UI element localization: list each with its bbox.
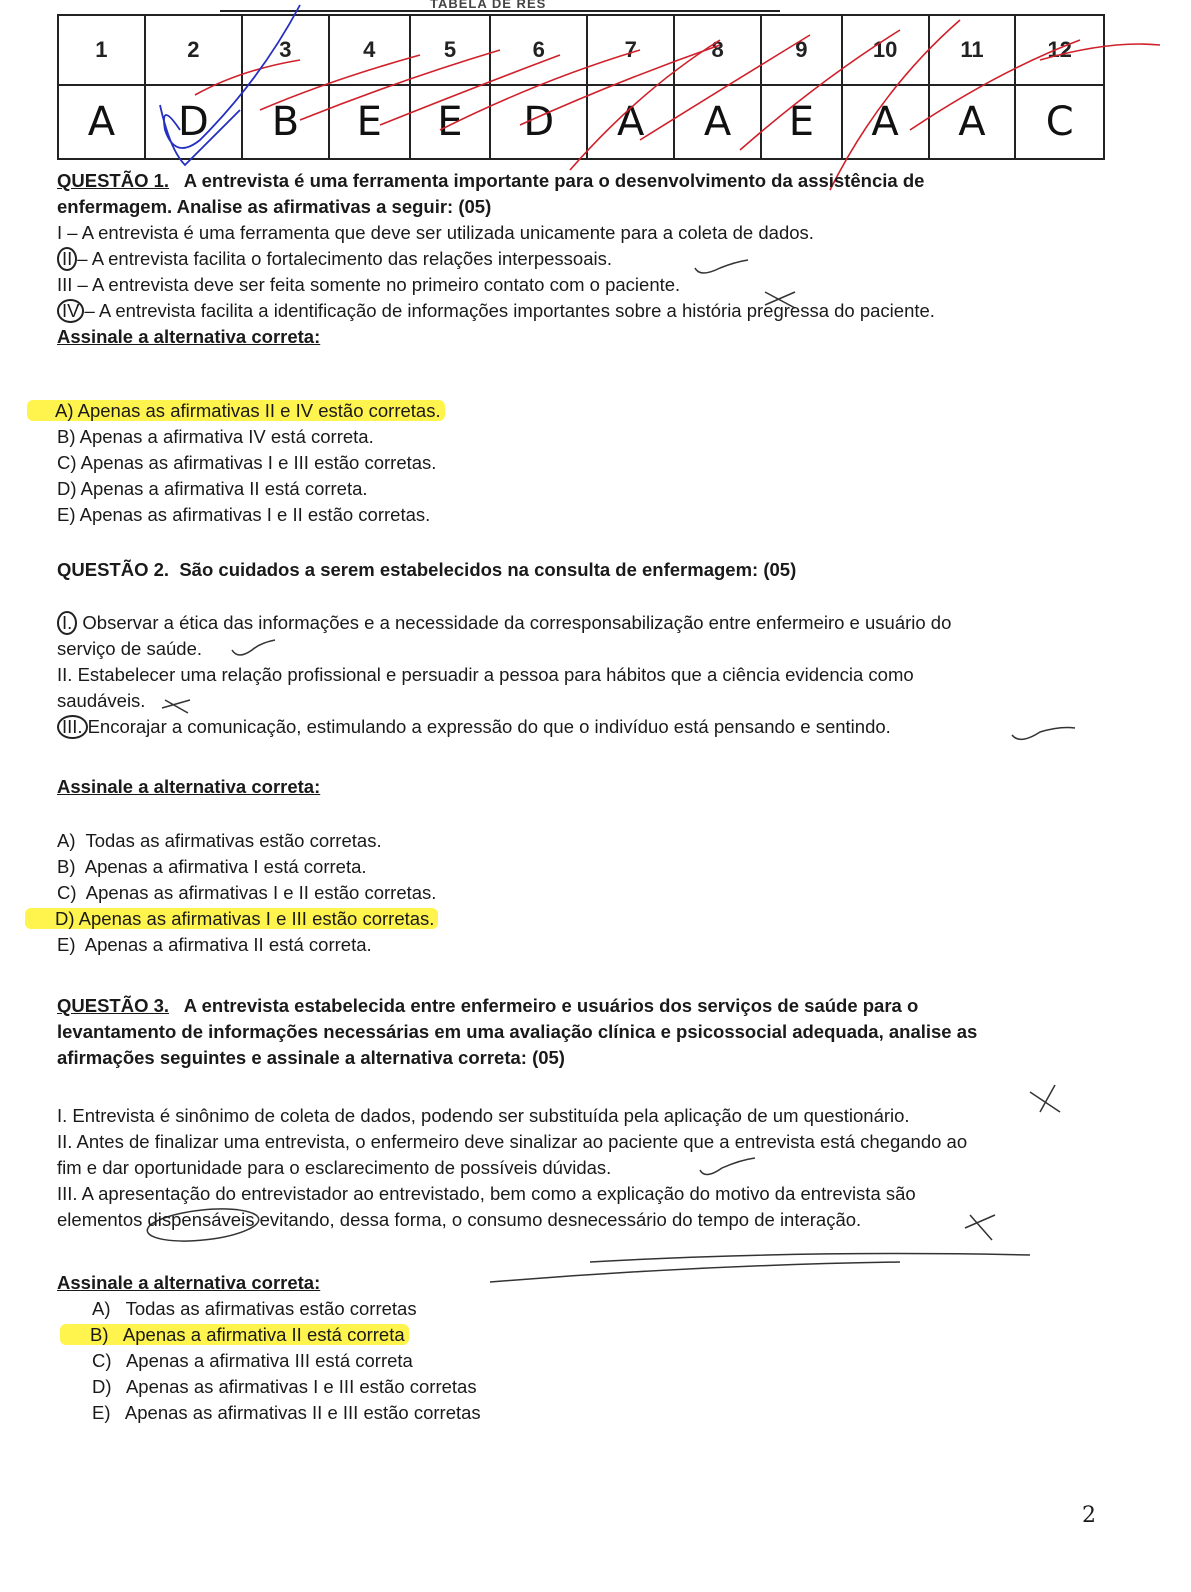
statement-text: Estabelecer uma relação profissional e persuadir a pessoa para hábitos que a ciência evidencia como bbox=[77, 664, 914, 685]
table-cell-number: 8 bbox=[674, 15, 761, 85]
question-1-instruction: Assinale a alternativa correta: bbox=[57, 326, 321, 347]
question-3-options bbox=[92, 1296, 1142, 1426]
table-cell-answer: A bbox=[929, 85, 1016, 159]
statement-text: – A entrevista deve ser feita somente no primeiro contato com o paciente. bbox=[72, 274, 681, 295]
question-2-instruction: Assinale a alternativa correta: bbox=[57, 776, 321, 797]
statement-item bbox=[57, 662, 1107, 688]
statement-text: Observar a ética das informações e a necessidade da corresponsabilização entre enfermeiro e usuário do bbox=[82, 612, 952, 633]
table-cell-number: 5 bbox=[410, 15, 491, 85]
question-2 bbox=[57, 557, 1107, 583]
option-a[interactable] bbox=[57, 398, 1107, 424]
question-3-stem-line1 bbox=[57, 993, 1107, 1019]
highlight-selected-answer: D) Apenas as afirmativas I e III estão corretas. bbox=[25, 908, 438, 929]
statement-item: III. A apresentação do entrevistador ao entrevistado, bem como a explicação do motivo da entrevista são bbox=[57, 1183, 916, 1204]
question-1-stem-text: A entrevista é uma ferramenta importante para o desenvolvimento da assistência de bbox=[183, 170, 925, 191]
table-cell-number: 1 bbox=[58, 15, 145, 85]
table-cell-number: 12 bbox=[1015, 15, 1104, 85]
statement-text-cont: saudáveis. bbox=[57, 690, 146, 711]
question-3-stem-text: A entrevista estabelecida entre enfermeiro e usuários dos serviços de saúde para o bbox=[183, 995, 919, 1016]
answer-table-numbers-row bbox=[58, 15, 1104, 85]
question-3-instruction: Assinale a alternativa correta: bbox=[57, 1272, 321, 1293]
option-b[interactable]: B) Apenas a afirmativa IV está correta. bbox=[57, 426, 374, 447]
question-1-stem-line2: enfermagem. Analise as afirmativas a seguir: (05) bbox=[57, 196, 492, 217]
option-a[interactable]: A) Todas as afirmativas estão corretas bbox=[92, 1298, 417, 1319]
statement-text: Encorajar a comunicação, estimulando a expressão do que o indivíduo está pensando e sentindo. bbox=[87, 716, 891, 737]
table-cell-answer: B bbox=[242, 85, 329, 159]
answer-table bbox=[57, 14, 1105, 160]
question-2-stem bbox=[57, 557, 1107, 583]
option-e[interactable]: E) Apenas as afirmativas I e II estão corretas. bbox=[57, 504, 431, 525]
option-b[interactable]: B) Apenas a afirmativa I está correta. bbox=[57, 856, 367, 877]
table-cell-number: 10 bbox=[842, 15, 929, 85]
question-3-label: QUESTÃO 3. bbox=[57, 995, 170, 1016]
option-d[interactable] bbox=[57, 906, 1107, 932]
statement-num: I bbox=[57, 222, 63, 243]
statement-item bbox=[57, 610, 1107, 636]
table-cell-answer: D bbox=[145, 85, 242, 159]
table-cell-answer: E bbox=[329, 85, 410, 159]
statement-num-circled: III. bbox=[57, 715, 88, 739]
question-2-instruction-block bbox=[57, 774, 1107, 800]
statement-num-circled: II bbox=[57, 247, 77, 271]
statement-item bbox=[57, 272, 1107, 298]
statement-item bbox=[57, 220, 1107, 246]
table-cell-number: 3 bbox=[242, 15, 329, 85]
statement-text: – A entrevista facilita o fortalecimento das relações interpessoais. bbox=[77, 248, 613, 269]
statement-text: – A entrevista é uma ferramenta que deve ser utilizada unicamente para a coleta de dados. bbox=[62, 222, 814, 243]
question-1-options bbox=[57, 398, 1107, 528]
question-3-instruction-block bbox=[57, 1270, 1107, 1296]
option-d[interactable]: D) Apenas a afirmativa II está correta. bbox=[57, 478, 368, 499]
statement-text-cont: serviço de saúde. bbox=[57, 638, 203, 659]
question-3 bbox=[57, 993, 1107, 1071]
page-number: 2 bbox=[1082, 1503, 1096, 1528]
option-c[interactable]: C) Apenas as afirmativas I e II estão corretas. bbox=[57, 882, 437, 903]
table-cell-number: 4 bbox=[329, 15, 410, 85]
statement-item bbox=[57, 246, 1107, 272]
highlight-selected-answer: A) Apenas as afirmativas II e IV estão corretas. bbox=[27, 400, 445, 421]
answer-table-answers-row bbox=[58, 85, 1104, 159]
option-e[interactable]: E) Apenas as afirmativas II e III estão corretas bbox=[92, 1402, 481, 1423]
table-cell-number: 6 bbox=[490, 15, 587, 85]
statement-num-circled: IV bbox=[57, 299, 84, 323]
question-1-label: QUESTÃO 1. bbox=[57, 170, 170, 191]
table-cell-answer: A bbox=[842, 85, 929, 159]
table-cell-answer: A bbox=[587, 85, 674, 159]
option-a[interactable]: A) Todas as afirmativas estão corretas. bbox=[57, 830, 382, 851]
question-3-statements bbox=[57, 1103, 1107, 1233]
statement-text-cont: fim e dar oportunidade para o esclarecimento de possíveis dúvidas. bbox=[57, 1157, 612, 1178]
question-3-stem-line2: levantamento de informações necessárias em uma avaliação clínica e psicossocial adequada, analise as bbox=[57, 1021, 978, 1042]
table-cell-answer: C bbox=[1015, 85, 1104, 159]
highlight-selected-answer: B) Apenas a afirmativa II está correta bbox=[60, 1324, 409, 1345]
statement-text: – A entrevista facilita a identificação de informações importantes sobre a história pregressa do paciente. bbox=[84, 300, 935, 321]
option-c[interactable]: C) Apenas a afirmativa III está correta bbox=[92, 1350, 413, 1371]
table-cell-answer: A bbox=[58, 85, 145, 159]
statement-num: II. bbox=[57, 664, 73, 685]
table-cell-number: 2 bbox=[145, 15, 242, 85]
option-e[interactable]: E) Apenas a afirmativa II está correta. bbox=[57, 934, 372, 955]
question-2-stem-text: São cuidados a serem estabelecidos na consulta de enfermagem: (05) bbox=[179, 559, 797, 580]
statement-item: II. Antes de finalizar uma entrevista, o enfermeiro deve sinalizar ao paciente que a entrevista está chegando ao bbox=[57, 1131, 968, 1152]
table-cell-answer: A bbox=[674, 85, 761, 159]
statement-item: I. Entrevista é sinônimo de coleta de dados, podendo ser substituída pela aplicação de um questionário. bbox=[57, 1105, 910, 1126]
header-rule bbox=[220, 10, 780, 12]
statement-num: III bbox=[57, 274, 73, 295]
question-1 bbox=[57, 168, 1107, 350]
table-cell-answer: E bbox=[410, 85, 491, 159]
underline-mark bbox=[590, 1254, 1030, 1262]
option-b[interactable] bbox=[92, 1322, 1142, 1348]
question-1-stem-line1 bbox=[57, 168, 1107, 194]
question-2-options bbox=[57, 828, 1107, 958]
statement-text-cont: elementos dispensáveis evitando, dessa forma, o consumo desnecessário do tempo de interação. bbox=[57, 1209, 862, 1230]
option-c[interactable]: C) Apenas as afirmativas I e III estão corretas. bbox=[57, 452, 437, 473]
option-d[interactable]: D) Apenas as afirmativas I e III estão corretas bbox=[92, 1376, 477, 1397]
header-title-fragment: TABELA DE RES bbox=[430, 0, 547, 10]
table-cell-answer: E bbox=[761, 85, 842, 159]
statement-num-circled: I. bbox=[57, 611, 77, 635]
question-2-label: QUESTÃO 2. bbox=[57, 559, 170, 580]
table-cell-answer: D bbox=[490, 85, 587, 159]
table-cell-number: 9 bbox=[761, 15, 842, 85]
table-cell-number: 11 bbox=[929, 15, 1016, 85]
question-2-statements bbox=[57, 610, 1107, 740]
statement-item bbox=[57, 714, 1107, 740]
question-3-stem-line3: afirmações seguintes e assinale a alternativa correta: (05) bbox=[57, 1047, 565, 1068]
table-cell-number: 7 bbox=[587, 15, 674, 85]
statement-item bbox=[57, 298, 1107, 324]
